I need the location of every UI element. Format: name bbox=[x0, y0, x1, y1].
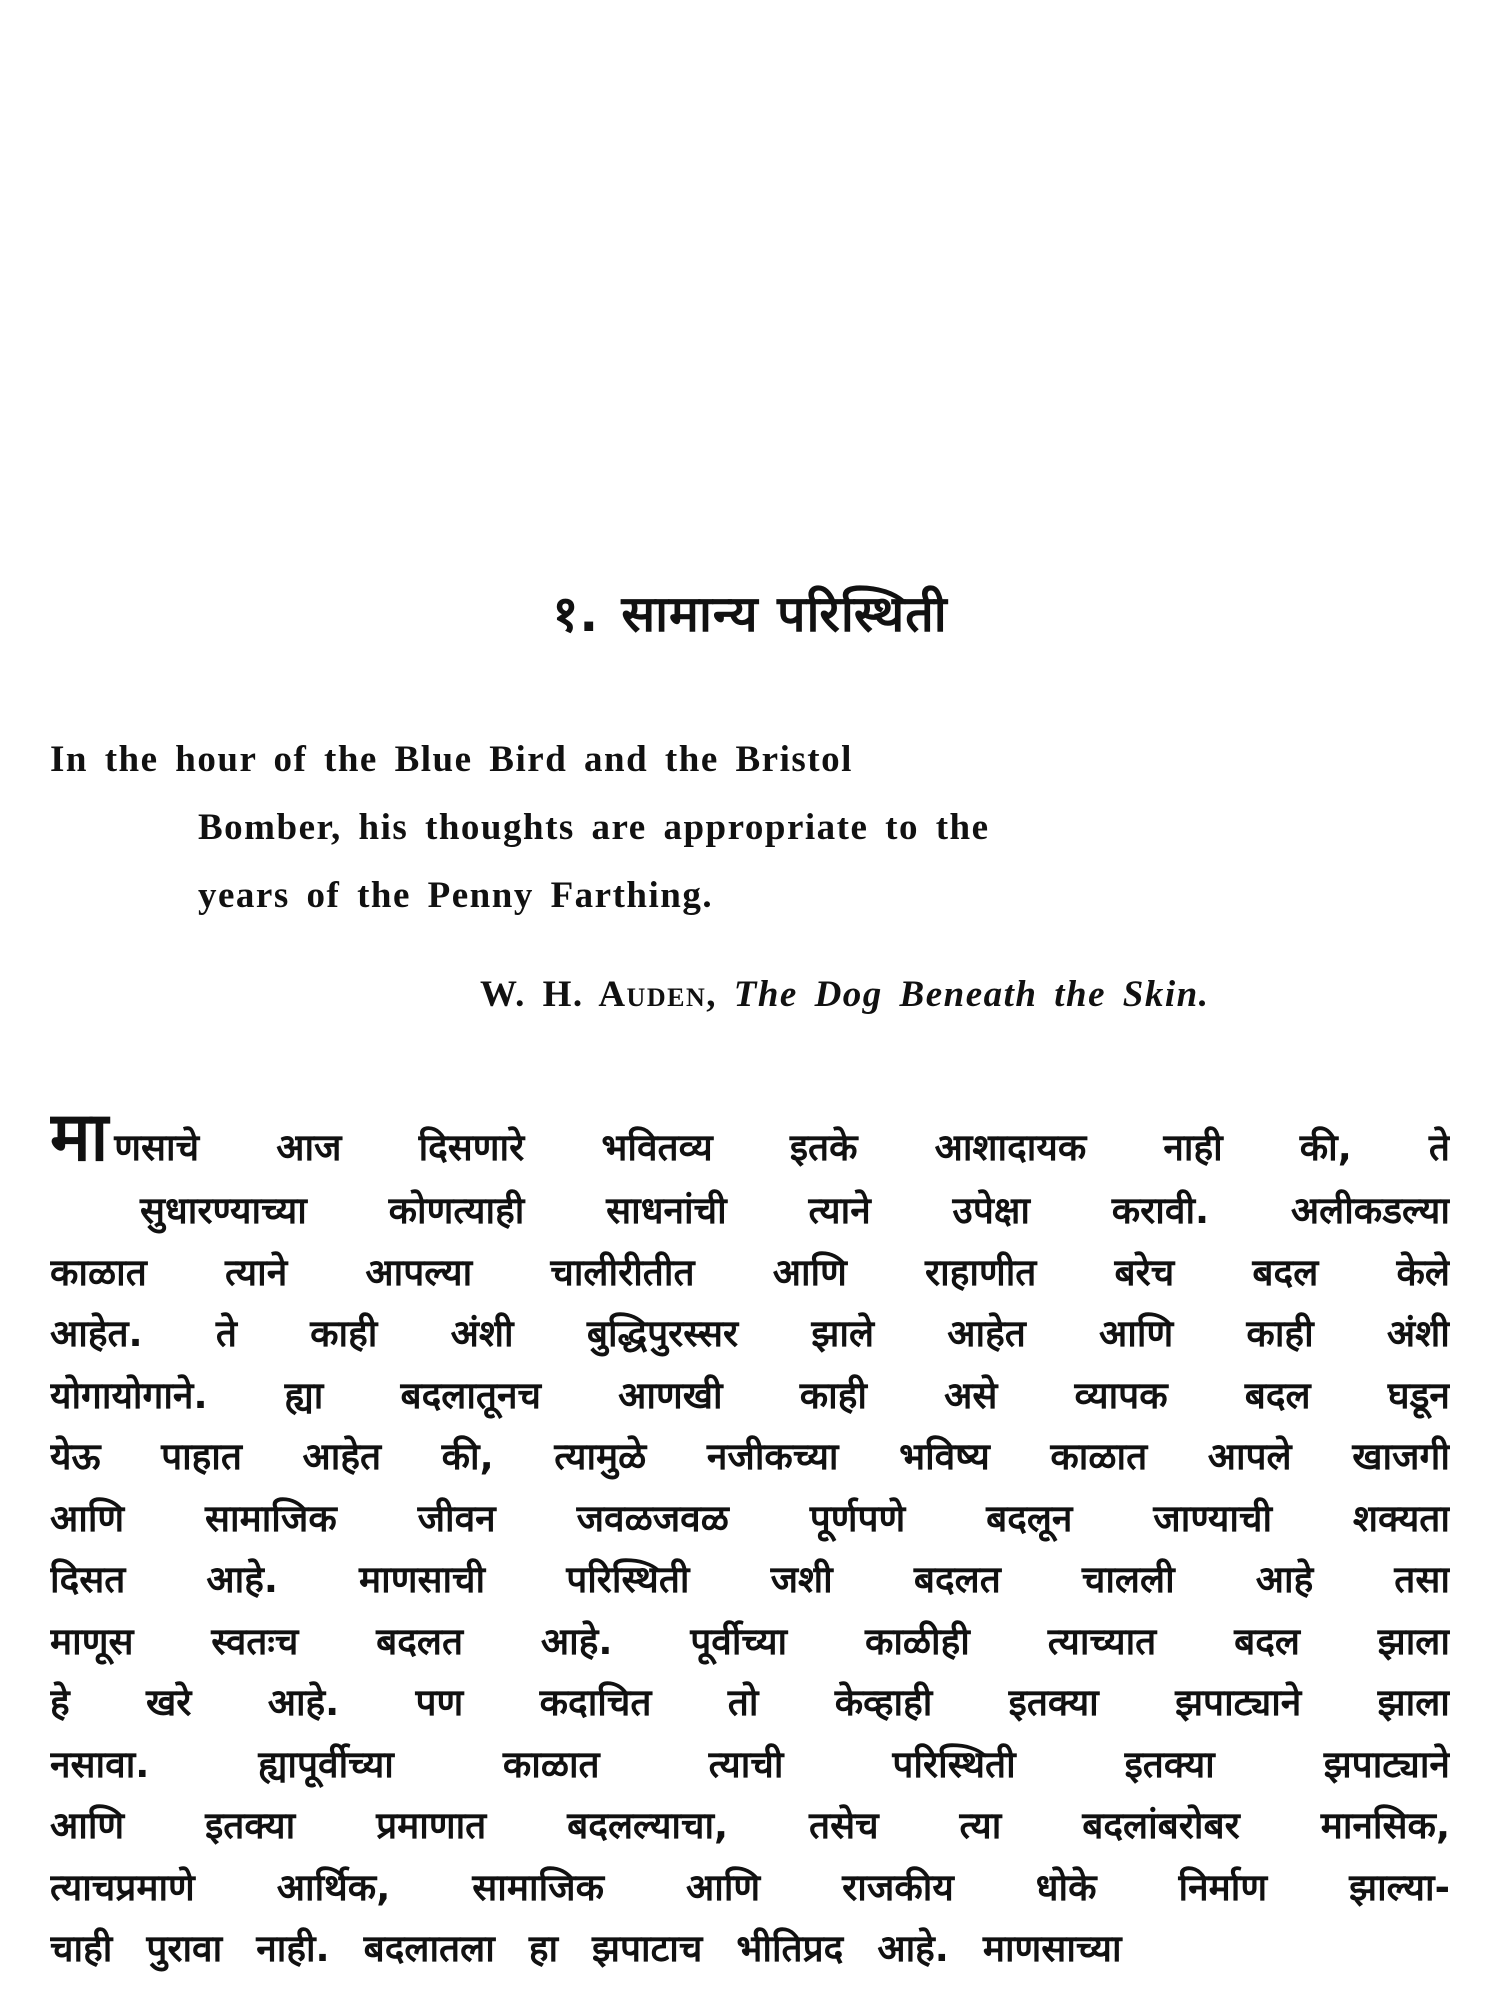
body-line bbox=[50, 1180, 1450, 1242]
body-word: बदल bbox=[1234, 1619, 1300, 1663]
body-word: काही bbox=[1246, 1312, 1314, 1355]
body-word: आहेत. bbox=[50, 1312, 143, 1355]
body-word: अंशी bbox=[1386, 1312, 1450, 1355]
body-line bbox=[50, 1611, 1450, 1673]
body-word: खरे bbox=[145, 1681, 192, 1724]
body-line bbox=[50, 1549, 1450, 1611]
body-word: योगायोगाने. bbox=[50, 1373, 208, 1417]
body-word: आणि bbox=[1099, 1312, 1174, 1355]
body-word: आहे bbox=[1255, 1558, 1314, 1601]
chapter-number: १. bbox=[552, 585, 600, 643]
body-word: हे bbox=[50, 1681, 70, 1724]
body-word: त्याचप्रमाणे bbox=[50, 1865, 195, 1909]
epigraph-work-title: The Dog Beneath the Skin. bbox=[733, 974, 1210, 1015]
body-word: कोणत्याही bbox=[388, 1189, 525, 1232]
body-word: परिस्थिती bbox=[566, 1558, 690, 1601]
body-word: त्यामुळे bbox=[554, 1435, 647, 1478]
body-word: आहे. bbox=[877, 1927, 949, 1970]
body-line bbox=[50, 1672, 1450, 1734]
body-word: जीवन bbox=[417, 1496, 496, 1540]
body-word: करावी. bbox=[1111, 1189, 1210, 1232]
body-word: भवितव्य bbox=[601, 1126, 713, 1169]
body-word: भविष्य bbox=[899, 1435, 990, 1478]
body-word: त्याने bbox=[808, 1189, 871, 1232]
body-word: चालली bbox=[1081, 1558, 1175, 1601]
body-line bbox=[50, 1426, 1450, 1488]
body-word: सामाजिक bbox=[472, 1865, 605, 1909]
epigraph-line: In the hour of the Blue Bird and the Bristol bbox=[50, 739, 853, 780]
body-word: दिसणारे bbox=[418, 1126, 525, 1169]
body-word: बदल bbox=[1252, 1250, 1319, 1294]
body-word: झपाटाच bbox=[592, 1927, 703, 1970]
body-word: झाल्या- bbox=[1349, 1865, 1450, 1909]
body-word: नजीकच्या bbox=[706, 1435, 839, 1478]
body-word: बदल bbox=[1244, 1373, 1311, 1417]
body-word: जवळजवळ bbox=[576, 1496, 729, 1540]
body-word: सुधारण्याच्या bbox=[140, 1189, 307, 1232]
body-word: केले bbox=[1396, 1250, 1450, 1294]
body-word: तसेच bbox=[809, 1804, 879, 1847]
body-word: बदलत bbox=[376, 1619, 464, 1663]
body-word: काळात bbox=[1050, 1435, 1148, 1478]
body-word: जाण्याची bbox=[1153, 1496, 1273, 1540]
body-word: खाजगी bbox=[1352, 1435, 1450, 1478]
body-word: निर्माण bbox=[1178, 1865, 1268, 1909]
body-word: की, bbox=[1299, 1126, 1352, 1169]
epigraph-attribution bbox=[480, 973, 1440, 1016]
body-word: बदलल्याचा, bbox=[567, 1804, 729, 1847]
body-word: ह्या bbox=[284, 1373, 324, 1417]
body-word bbox=[50, 1108, 199, 1180]
body-word: आणि bbox=[50, 1804, 125, 1847]
body-word: सामाजिक bbox=[204, 1496, 337, 1540]
body-word: घडून bbox=[1387, 1373, 1450, 1417]
body-word: इतक्या bbox=[205, 1804, 296, 1847]
drop-cap: मा bbox=[50, 1108, 109, 1177]
body-word: बदलातला bbox=[363, 1927, 495, 1970]
body-word: आणखी bbox=[618, 1373, 723, 1417]
body-line bbox=[50, 1365, 1450, 1427]
body-line bbox=[50, 1734, 1450, 1796]
epigraph bbox=[50, 726, 1230, 930]
body-word: ते bbox=[1428, 1126, 1450, 1169]
body-word: झपाट्याने bbox=[1175, 1681, 1302, 1724]
body-word: आर्थिक, bbox=[276, 1865, 391, 1909]
body-word: पूर्णपणे bbox=[809, 1496, 906, 1540]
body-word: नसावा. bbox=[50, 1742, 150, 1786]
body-line bbox=[50, 1857, 1450, 1919]
body-word-rest: णसाचे bbox=[114, 1126, 200, 1169]
body-word: नाही bbox=[1163, 1126, 1223, 1169]
body-word: आपल्या bbox=[365, 1250, 473, 1294]
body-word: आहेत bbox=[947, 1312, 1026, 1355]
body-line bbox=[50, 1242, 1450, 1304]
body-word: माणसाची bbox=[359, 1558, 486, 1601]
body-word: माणूस bbox=[50, 1619, 134, 1663]
body-word: की, bbox=[441, 1435, 494, 1478]
body-word: पाहात bbox=[161, 1435, 242, 1478]
body-word: प्रमाणात bbox=[376, 1804, 487, 1847]
body-word: दिसत bbox=[50, 1558, 126, 1601]
body-word: आहे. bbox=[540, 1619, 613, 1663]
body-word: माणसाच्या bbox=[982, 1927, 1122, 1970]
body-word: झाला bbox=[1377, 1681, 1450, 1724]
epigraph-line: years of the Penny Farthing. bbox=[198, 875, 714, 916]
body-word: चाही bbox=[50, 1927, 113, 1970]
body-word: झाला bbox=[1377, 1619, 1450, 1663]
body-word: भीतिप्रद bbox=[736, 1927, 844, 1970]
body-word: त्याची bbox=[708, 1742, 784, 1786]
body-word: तो bbox=[727, 1681, 759, 1724]
body-word: पूर्वीच्या bbox=[690, 1619, 788, 1663]
body-word: इतके bbox=[789, 1126, 858, 1169]
body-word: आज bbox=[276, 1126, 342, 1169]
body-word: त्याने bbox=[224, 1250, 288, 1294]
body-word: उपेक्षा bbox=[952, 1189, 1030, 1232]
body-word: झपाट्याने bbox=[1323, 1742, 1450, 1786]
body-word: काळात bbox=[50, 1250, 147, 1294]
body-word: येऊ bbox=[50, 1435, 101, 1478]
body-word: आहेत bbox=[302, 1435, 382, 1478]
body-word: धोके bbox=[1035, 1865, 1097, 1909]
body-word: तसा bbox=[1394, 1558, 1450, 1601]
body-word: असे bbox=[944, 1373, 998, 1417]
body-line bbox=[50, 1303, 1450, 1365]
body-word: केव्हाही bbox=[834, 1681, 933, 1724]
body-word: बदलून bbox=[986, 1496, 1073, 1540]
body-word: आणि bbox=[686, 1865, 761, 1909]
body-word: बदलातूनच bbox=[400, 1373, 542, 1417]
epigraph-line: Bomber, his thoughts are appropriate to the bbox=[198, 807, 990, 848]
body-word: हा bbox=[528, 1927, 559, 1970]
chapter-heading bbox=[0, 578, 1500, 646]
body-word: व्यापक bbox=[1074, 1373, 1168, 1417]
body-word: काळीही bbox=[864, 1619, 970, 1663]
body-word: बदलांबरोबर bbox=[1082, 1804, 1240, 1847]
body-line bbox=[50, 1108, 1450, 1180]
body-word: पण bbox=[415, 1681, 464, 1724]
body-word: मानसिक, bbox=[1320, 1804, 1450, 1847]
body-word: राजकीय bbox=[842, 1865, 954, 1909]
body-word: पुरावा bbox=[146, 1927, 223, 1970]
chapter-title: सामान्य परिस्थिती bbox=[621, 585, 948, 643]
body-word: बुद्धिपुरस्सर bbox=[586, 1312, 739, 1355]
body-word: अलीकडल्या bbox=[1290, 1189, 1450, 1232]
body-word: राहाणीत bbox=[925, 1250, 1037, 1294]
body-word: बदलत bbox=[913, 1558, 1001, 1601]
body-word: त्या bbox=[959, 1804, 1002, 1847]
body-word: आपले bbox=[1207, 1435, 1292, 1478]
body-word: स्वतःच bbox=[211, 1619, 299, 1663]
body-word: काही bbox=[799, 1373, 867, 1417]
body-word: आणि bbox=[50, 1496, 125, 1540]
epigraph-author: W. H. Auden, bbox=[480, 974, 717, 1015]
body-word: ते bbox=[215, 1312, 237, 1355]
body-word: आहे. bbox=[206, 1558, 278, 1601]
body-word: अंशी bbox=[450, 1312, 514, 1355]
body-word: परिस्थिती bbox=[892, 1742, 1016, 1786]
body-paragraph bbox=[50, 1108, 1450, 1980]
body-word: चालीरीतीत bbox=[550, 1250, 695, 1294]
body-word: त्याच्यात bbox=[1047, 1619, 1157, 1663]
body-word: आशादायक bbox=[934, 1126, 1087, 1169]
body-word: आणि bbox=[772, 1250, 847, 1294]
body-word: बरेच bbox=[1114, 1250, 1175, 1294]
body-word: साधनांची bbox=[606, 1189, 727, 1232]
body-line bbox=[50, 1488, 1450, 1550]
body-line bbox=[50, 1795, 1450, 1857]
body-word: जशी bbox=[770, 1558, 833, 1601]
body-word: शक्यता bbox=[1352, 1496, 1450, 1540]
body-line bbox=[50, 1918, 1450, 1980]
body-word: कदाचित bbox=[539, 1681, 652, 1724]
body-word: आहे. bbox=[267, 1681, 340, 1724]
body-word: इतक्या bbox=[1008, 1681, 1099, 1724]
body-word: झाले bbox=[811, 1312, 875, 1355]
body-word: काही bbox=[310, 1312, 378, 1355]
body-word: ह्यापूर्वीच्या bbox=[258, 1742, 394, 1786]
body-word: नाही. bbox=[256, 1927, 330, 1970]
body-word: इतक्या bbox=[1124, 1742, 1215, 1786]
body-word: काळात bbox=[502, 1742, 600, 1786]
